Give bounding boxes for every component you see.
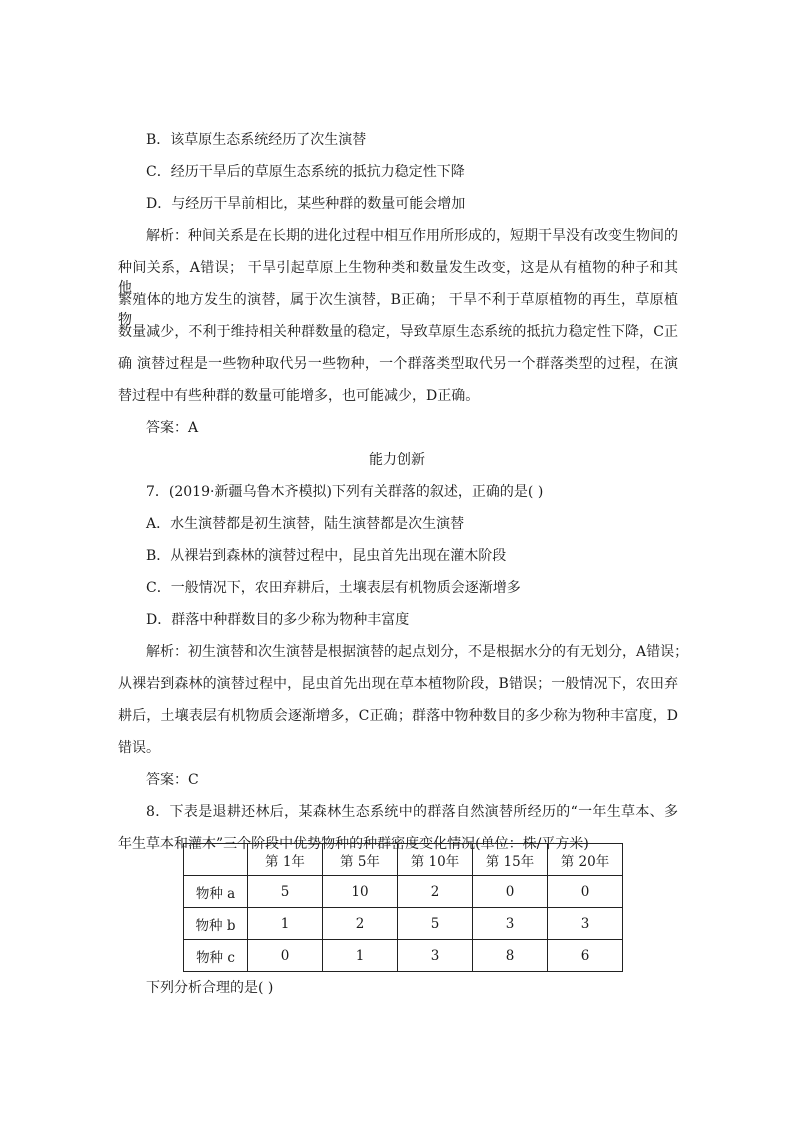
option-a: A．水生演替都是初生演替，陆生演替都是次生演替: [146, 516, 465, 532]
option-d: D．群落中种群数目的多少称为物种丰富度: [146, 612, 410, 628]
table-cell: 2: [398, 876, 473, 908]
analysis-line: 耕后，土壤表层有机物质会逐渐增多，C正确；群落中物种数目的多少称为物种丰富度，D: [118, 708, 678, 724]
table-cell: 1: [323, 940, 398, 972]
table-cell: 8: [473, 940, 548, 972]
section-heading: 能力创新: [369, 452, 425, 468]
table-cell: 0: [548, 876, 623, 908]
table-header-cell: 第 20年: [548, 844, 623, 876]
answer-label: 答案：C: [146, 772, 199, 788]
table-cell: 6: [548, 940, 623, 972]
analysis-line: 繁殖体的地方发生的演替，属于次生演替，B正确； 干旱不利于草原植物的再生，草原植物: [118, 292, 678, 328]
analysis-line: 种间关系，A错误； 干旱引起草原上生物种类和数量发生改变，这是从有植物的种子和其他: [118, 260, 678, 296]
table-cell: 3: [473, 908, 548, 940]
analysis-line: 错误。: [118, 740, 160, 756]
table-row: [184, 876, 623, 908]
option-c: C．一般情况下，农田弃耕后，土壤表层有机物质会逐渐增多: [146, 580, 521, 596]
analysis-line: 解析：种间关系是在长期的进化过程中相互作用所形成的，短期干旱没有改变生物间的: [146, 228, 678, 244]
table-header-cell: 第 5年: [323, 844, 398, 876]
table-header-cell: 第 1年: [248, 844, 323, 876]
table-header-row: [184, 844, 623, 876]
table-cell: 5: [248, 876, 323, 908]
row-label: 物种 b: [184, 908, 248, 940]
answer-label: 答案：A: [146, 420, 199, 436]
table-row: [184, 940, 623, 972]
analysis-line: 替过程中有些种群的数量可能增多，也可能减少，D正确。: [118, 388, 480, 404]
table-cell: 10: [323, 876, 398, 908]
question-8-continued: 年生草本和灌木”三个阶段中优势物种的种群密度变化情况(单位：株/平方米): [118, 836, 589, 852]
option-b: B．该草原生态系统经历了次生演替: [146, 132, 367, 148]
question-8-prompt: 下列分析合理的是( ): [146, 980, 274, 996]
question-8: 8．下表是退耕还林后，某森林生态系统中的群落自然演替所经历的“一年生草本、多: [146, 804, 678, 820]
table-cell: 3: [398, 940, 473, 972]
table-header-cell: 第 10年: [398, 844, 473, 876]
table-header-cell: 第 15年: [473, 844, 548, 876]
question-7: 7．(2019·新疆乌鲁木齐模拟)下列有关群落的叙述，正确的是( ): [146, 484, 544, 500]
table-corner-cell: [184, 844, 248, 876]
option-b: B．从裸岩到森林的演替过程中，昆虫首先出现在灌木阶段: [146, 548, 507, 564]
option-d: D．与经历干旱前相比，某些种群的数量可能会增加: [146, 196, 466, 212]
density-table: [183, 843, 623, 972]
row-label: 物种 c: [184, 940, 248, 972]
table-cell: 0: [248, 940, 323, 972]
analysis-line: 解析：初生演替和次生演替是根据演替的起点划分，不是根据水分的有无划分，A错误；: [146, 644, 689, 660]
table-cell: 1: [248, 908, 323, 940]
analysis-line: 确 演替过程是一些物种取代另一些物种，一个群落类型取代另一个群落类型的过程，在演: [118, 356, 678, 372]
table-cell: 5: [398, 908, 473, 940]
table-row: [184, 908, 623, 940]
table-cell: 2: [323, 908, 398, 940]
analysis-line: 数量减少，不利于维持相关种群数量的稳定，导致草原生态系统的抵抗力稳定性下降，C正: [118, 324, 678, 340]
analysis-line: 从裸岩到森林的演替过程中，昆虫首先出现在草本植物阶段，B错误；一般情况下，农田弃: [118, 676, 678, 692]
table-cell: 3: [548, 908, 623, 940]
table-cell: 0: [473, 876, 548, 908]
row-label: 物种 a: [184, 876, 248, 908]
option-c: C．经历干旱后的草原生态系统的抵抗力稳定性下降: [146, 164, 465, 180]
